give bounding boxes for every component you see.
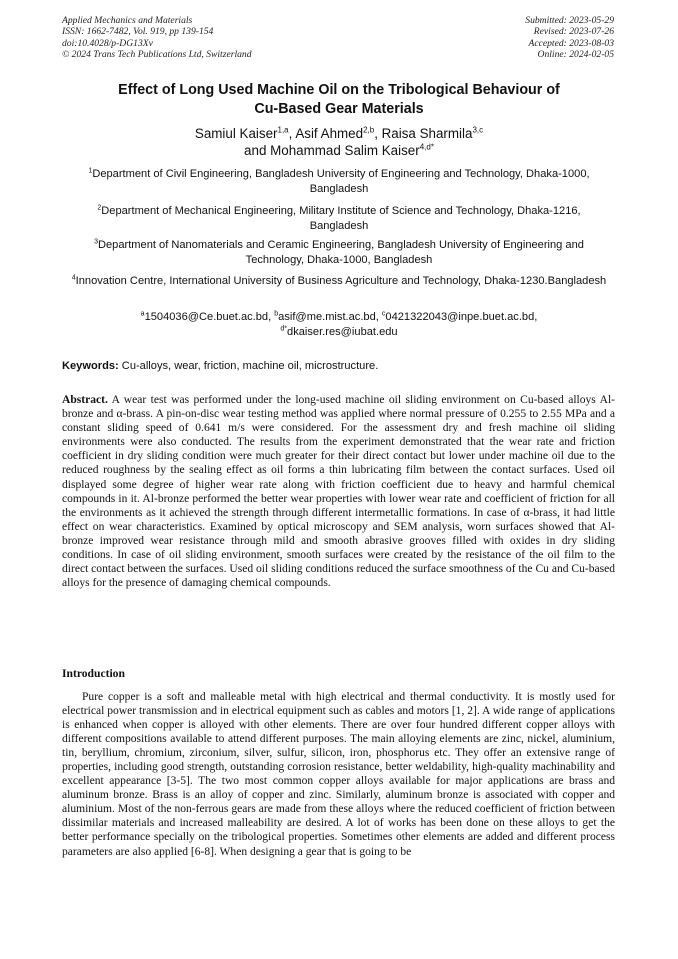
revised-date: Revised: 2023-07-26 <box>533 26 614 38</box>
author-sup: 1,a <box>277 125 289 135</box>
doi-line: doi:10.4028/p-DG13Xv <box>62 37 153 49</box>
affiliation-1 <box>68 167 610 196</box>
abstract-text: A wear test was performed under the long-used machine oil sliding environment on Cu-based alloys Al-bronze and α-brass. A pin-on-disc wear testing method was applied where normal pressure of 0.255 to 2.55 MPa and a constant sliding speed of 0.641 m/s were considered. For the assessment dry and fresh machine oil sliding environments were also conducted. The results from the experiment demonstrated that the wear rate and friction coefficient in dry sliding condition were much greater for their direct contact but lower under machine oil due to the reduced roughness by the sealing effect as oil forms a thin lubricating film between the contact surfaces. Used oil displayed some degree of higher wear rate along with friction coefficient due to heavy and harmful chemical compounds in it. Al-bronze performed the better wear properties with lower wear rate and coefficient of friction for all the environments as it achieved the strength through different intermetallic formations. In case of α-brass, it had little effect on wear characteristics. Examined by optical microscopy and SEM analysis, worn surfaces showed that Al-bronze improved wear resistance through mild and smooth abrasive grooves filled with oxides in dry sliding conditions. In case of oil sliding environment, smooth surfaces were created by the resistance of the oil film to the direct contact between the surfaces. Used oil sliding conditions reduced the surface smoothness of the Cu and Cu-based alloys for the presence of damaging chemical compounds. <box>62 394 615 590</box>
keywords-text: Cu-alloys, wear, friction, machine oil, microstructure. <box>118 360 379 372</box>
section-heading-introduction: Introduction <box>62 667 125 680</box>
affiliation-sup: 3 <box>94 238 98 246</box>
author-name: Asif Ahmed <box>295 126 364 141</box>
authors-line-1 <box>60 125 618 142</box>
keywords-label: Keywords: <box>62 360 119 372</box>
title-line-1: Effect of Long Used Machine Oil on the Tribological Behaviour of <box>118 82 560 98</box>
affiliation-2 <box>68 204 610 233</box>
author-sup: 3,c <box>472 125 484 135</box>
author-name: Samiul Kaiser <box>194 126 278 141</box>
affiliation-text: Department of Civil Engineering, Bangladesh University of Engineering and Technology, Dhaka-1000, Bangladesh <box>92 168 590 195</box>
submitted-date: Submitted: 2023-05-29 <box>525 15 614 26</box>
author-sup: 2,b <box>363 125 375 135</box>
author-name: Mohammad Salim Kaiser <box>270 143 420 159</box>
author-separator: , <box>288 126 296 141</box>
email-address[interactable]: dkaiser.res@iubat.edu <box>287 325 398 338</box>
keywords <box>62 359 618 373</box>
email-list <box>100 310 578 339</box>
affiliation-sup: 4 <box>71 274 76 282</box>
authors-line-2 <box>60 142 618 159</box>
affiliation-text: Department of Mechanical Engineering, Military Institute of Science and Technology, Dhaka-1216, Bangladesh <box>101 205 581 232</box>
author-conjunction: and <box>244 143 271 159</box>
affiliation-sup: 2 <box>97 204 102 212</box>
online-date: Online: 2024-02-05 <box>537 49 614 61</box>
author-list <box>60 125 618 159</box>
affiliation-sup: 1 <box>88 167 93 175</box>
email-address[interactable]: 0421322043@inpe.buet.ac.bd, <box>385 311 538 323</box>
issn-line: ISSN: 1662-7482, Vol. 919, pp 139-154 <box>62 26 214 38</box>
email-sup: a <box>140 310 145 318</box>
abstract-label: Abstract. <box>62 394 108 406</box>
journal-header-left <box>62 15 252 61</box>
copyright-line: © 2024 Trans Tech Publications Ltd, Switzerland <box>62 49 252 61</box>
email-sup: c <box>381 310 386 318</box>
paper-title <box>60 81 618 118</box>
title-line-2: Cu-Based Gear Materials <box>254 100 424 117</box>
affiliation-4 <box>68 274 610 289</box>
journal-header-right <box>525 15 614 61</box>
email-sup: b <box>274 310 279 318</box>
accepted-date: Accepted: 2023-08-03 <box>528 37 614 49</box>
author-name: Raisa Sharmila <box>381 126 473 141</box>
email-address[interactable]: 1504036@Ce.buet.ac.bd, <box>144 311 275 323</box>
affiliation-3 <box>68 238 610 267</box>
affiliation-text: Department of Nanomaterials and Ceramic Engineering, Bangladesh University of Engineering and Technology, Dhaka-1000, Bangladesh <box>97 239 584 266</box>
introduction-paragraph: Pure copper is a soft and malleable metal with high electrical and thermal conductivity. It is mostly used for electrical power transmission and in electrical equipment such as cables and motors [1, 2]. A wide range of applications is enhanced when copper is alloyed with other elements. There are over four hundred different copper alloys with different compositions available to attend different purposes. The main alloying elements are zinc, nickel, aluminium, tin, beryllium, chromium, zirconium, silver, sulfur, silicon, iron, phosphorus etc. They offer an extensive range of properties, including good strength, outstanding corrosion resistance, better weldability, high-quality machinability and excellent appearance [3-5]. The two most common copper alloys available for major applications are brass and aluminum bronze. Brass is an alloy of copper and zinc. Similarly, aluminum bronze is associated with copper and aluminium. Most of the non-ferrous gears are made from these alloys where the reduced coefficient of friction between dissimilar materials and increased malleability are desired. A lot of works has been done on these alloys to get the better performance specially on the tribological properties. Sometimes other elements are added and different process parameters are also applied [6-8]. When designing a gear that is going to be <box>62 691 615 858</box>
affiliation-text: Innovation Centre, International University of Business Agriculture and Technology, Dhaka-1230.Bangladesh <box>75 275 607 287</box>
journal-name: Applied Mechanics and Materials <box>62 15 193 26</box>
email-address[interactable]: asif@me.mist.ac.bd, <box>278 311 382 323</box>
email-sup: d* <box>280 324 288 332</box>
author-separator: , <box>374 126 382 141</box>
author-sup: 4,d* <box>419 142 434 152</box>
abstract <box>62 393 615 590</box>
